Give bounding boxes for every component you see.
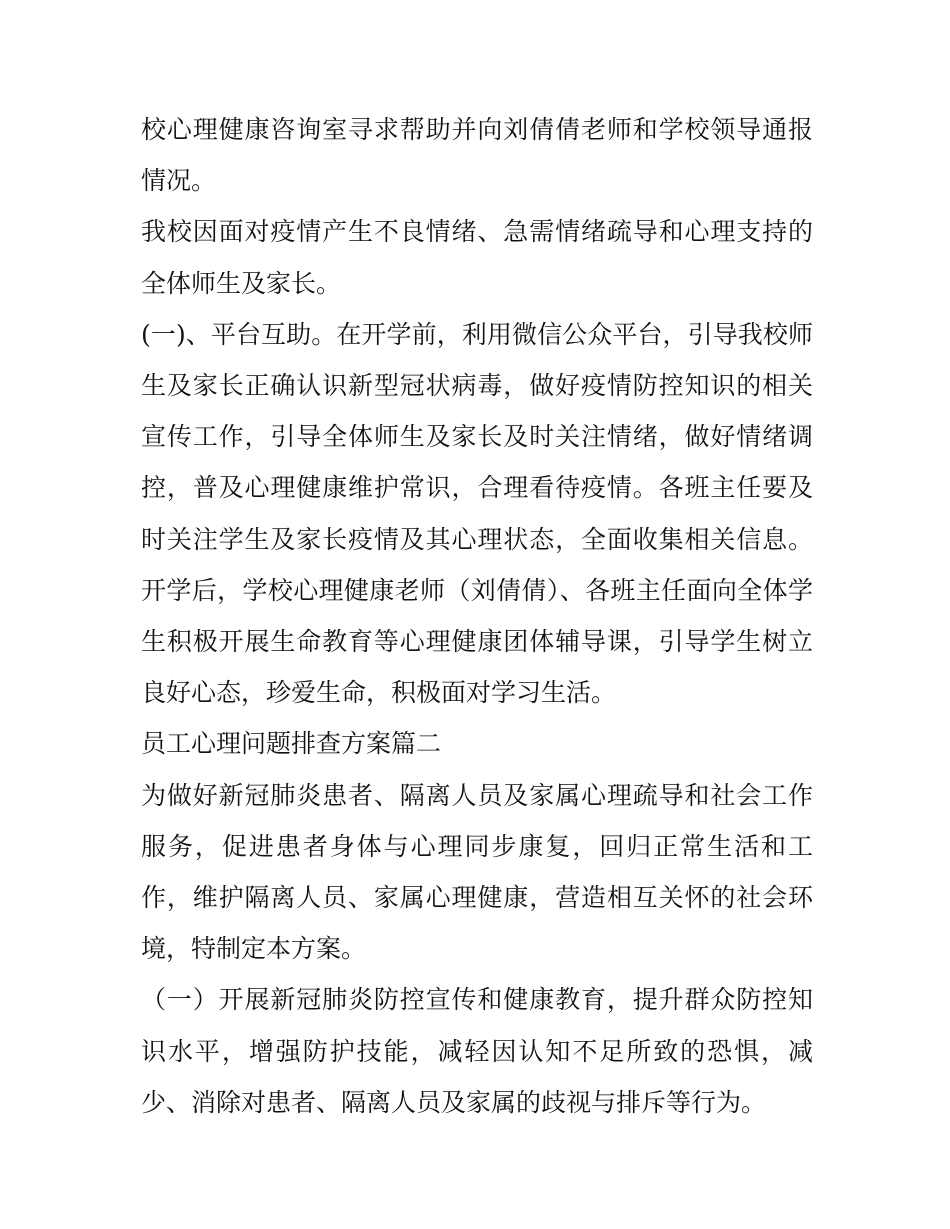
paragraph-target-group: 我校因面对疫情产生不良情绪、急需情绪疏导和心理支持的全体师生及家长。 xyxy=(141,217,813,298)
document-body xyxy=(141,104,813,1128)
paragraph-health-education: （一）开展新冠肺炎防控宣传和健康教育，提升群众防控知识水平，增强防护技能，减轻因认知不足所致的恐惧，减少、消除对患者、隔离人员及家属的歧视与排斥等行为。 xyxy=(141,985,813,1117)
paragraph-purpose: 为做好新冠肺炎患者、隔离人员及家属心理疏导和社会工作服务，促进患者身体与心理同步康复，回归正常生活和工作，维护隔离人员、家属心理健康，营造相互关怀的社会环境，特制定本方案。 xyxy=(141,780,813,964)
paragraph-platform-mutual-aid: (一)、平台互助。在开学前，利用微信公众平台，引导我校师生及家长正确认识新型冠状病毒，做好疫情防控知识的相关宣传工作，引导全体师生及家长及时关注情绪，做好情绪调控，普及心理健康维护常识，合理看待疫情。各班主任要及时关注学生及家长疫情及其心理状态，全面收集相关信息。开学后，学校心理健康老师（刘倩倩）、各班主任面向全体学生积极开展生命教育等心理健康团体辅导课，引导学生树立良好心态，珍爱生命，积极面对学习生活。 xyxy=(141,319,813,708)
paragraph-continuation: 校心理健康咨询室寻求帮助并向刘倩倩老师和学校领导通报情况。 xyxy=(141,115,813,196)
section-heading: 员工心理问题排查方案篇二 xyxy=(141,729,442,759)
